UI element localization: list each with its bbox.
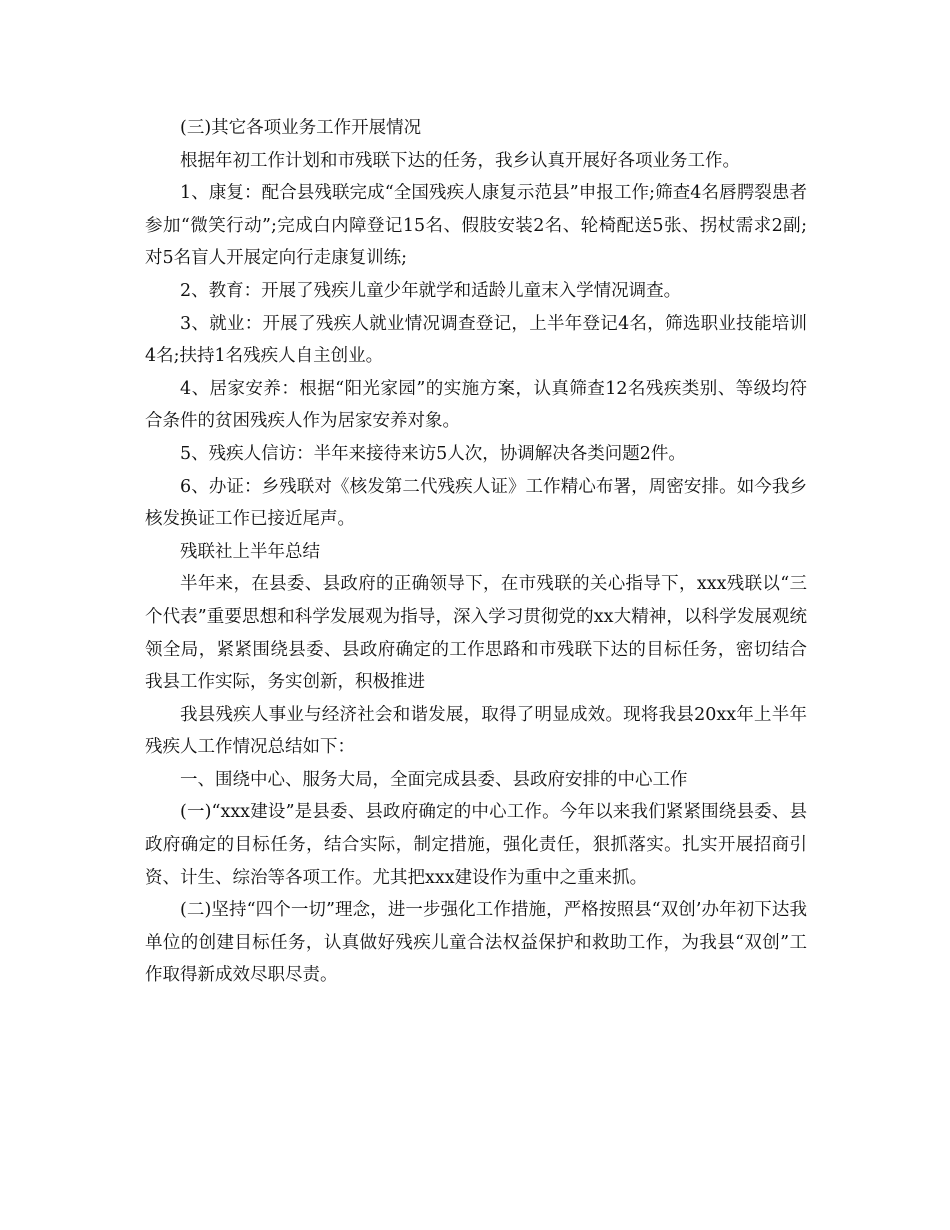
section-heading-central-work: 一、围绕中心、服务大局，全面完成县委、县政府安排的中心工作 — [180, 769, 688, 790]
section-heading-half-year-summary: 残联社上半年总结 — [180, 541, 320, 562]
paragraph-rehabilitation: 1、康复：配合县残联完成“全国残疾人康复示范县”申报工作;筛查4名唇腭裂患者参加“微笑行动”;完成白内障登记15名、假肢安装2名、轮椅配送5张、拐杖需求2副;对5名盲人开展定向行走康复训练; — [145, 183, 807, 269]
paragraph-intro: 根据年初工作计划和市残联下达的任务，我乡认真开展好各项业务工作。 — [180, 150, 740, 171]
paragraph-certificates: 6、办证：乡残联对《核发第二代残疾人证》工作精心布署，周密安排。如今我乡核发换证工作已接近尾声。 — [145, 476, 807, 530]
section-heading-other-work: (三)其它各项业务工作开展情况 — [180, 118, 422, 138]
paragraph-development-results: 我县残疾人事业与经济社会和谐发展，取得了明显成效。现将我县20xx年上半年残疾人工作情况总结如下： — [145, 704, 807, 758]
paragraph-employment: 3、就业：开展了残疾人就业情况调查登记，上半年登记4名，筛选职业技能培训4名;扶持1名残疾人自主创业。 — [145, 313, 807, 367]
paragraph-half-year-overview: 半年来，在县委、县政府的正确领导下，在市残联的关心指导下，xxx残联以“三个代表”重要思想和科学发展观为指导，深入学习贯彻党的xx大精神，以科学发展观统领全局，紧紧围绕县委、县政府确定的工作思路和市残联下达的目标任务，密切结合我县工作实际，务实创新，积极推进 — [145, 574, 807, 693]
paragraph-construction: (一)“xxx建设”是县委、县政府确定的中心工作。今年以来我们紧紧围绕县委、县政府确定的目标任务，结合实际，制定措施，强化责任，狠抓落实。扎实开展招商引资、计生、综治等各项工作。尤其把xxx建设作为重中之重来抓。 — [145, 802, 807, 888]
document-page — [145, 112, 807, 992]
paragraph-education: 2、教育：开展了残疾儿童少年就学和适龄儿童末入学情况调查。 — [180, 280, 682, 301]
paragraph-petitions: 5、残疾人信访：半年来接待来访5人次，协调解决各类问题2件。 — [180, 443, 686, 464]
paragraph-four-principles: (二)坚持“四个一切”理念，进一步强化工作措施，严格按照县“双创’办年初下达我单位的创建目标任务，认真做好残疾儿童合法权益保护和救助工作，为我县“双创”工作取得新成效尽职尽责。 — [145, 900, 807, 986]
paragraph-home-care: 4、居家安养：根据“阳光家园”的实施方案，认真筛查12名残疾类别、等级均符合条件的贫困残疾人作为居家安养对象。 — [145, 378, 807, 432]
